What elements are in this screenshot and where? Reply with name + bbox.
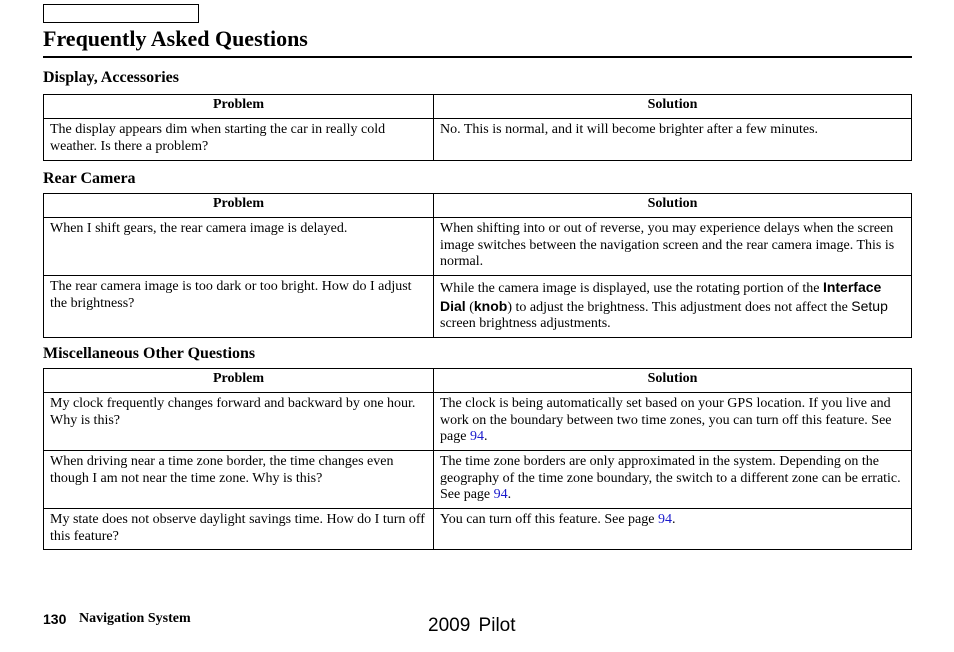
solution-text: The clock is being automatically set based on your GPS location. If you live and work on the boundary between two time zones, you can turn off this feature. See page [440,396,892,444]
table-row [44,119,912,161]
page-link[interactable]: 94 [493,487,508,502]
solution-cell: When shifting into or out of reverse, you may experience delays when the screen image switches between the navigation screen and the rear camera image. This is normal. [434,218,912,276]
page-title: Frequently Asked Questions [43,26,308,51]
table-header-row [44,369,912,393]
problem-cell: The display appears dim when starting the car in really cold weather. Is there a problem? [44,119,434,161]
solution-column-header: Solution [434,95,912,119]
knob-control-label: knob [473,297,508,314]
header-tab-box [43,4,199,23]
solution-cell: The clock is being automatically set based on your GPS location. If you live and work on the boundary between two time zones, you can turn off this feature. See page 94. [434,393,912,451]
faq-table-display [43,94,912,161]
interface-dial-control-label: Interface Dial [440,279,882,314]
table-header-row [44,194,912,218]
solution-cell: You can turn off this feature. See page 94. [434,509,912,550]
solution-text: While the camera image is displayed, use the rotating portion of the [440,281,823,296]
solution-text: ( [465,299,474,315]
solution-text: The time zone borders are only approximated in the system. Depending on the geography of the time zone boundary, the switch to a different zone can be erratic. See page [440,454,901,502]
page-link[interactable]: 94 [657,512,672,527]
section-heading-rear-camera: Rear Camera [43,170,136,187]
table-row [44,509,912,550]
problem-cell: My state does not observe daylight savings time. How do I turn off this feature? [44,509,434,550]
solution-text: screen brightness adjustments. [440,316,611,331]
title-divider [43,56,912,58]
problem-column-header: Problem [44,369,434,393]
problem-cell: When driving near a time zone border, the time changes even though I am not near the time zone. Why is this? [44,451,434,509]
faq-table-misc [43,368,912,550]
solution-text: You can turn off this feature. See page [440,512,658,527]
solution-column-header: Solution [434,369,912,393]
table-header-row [44,95,912,119]
table-row [44,451,912,509]
footer-page-number: 130 [43,611,67,627]
solution-text: ) to adjust the brightness. This adjustment does not affect the [507,299,852,315]
solution-column-header: Solution [434,194,912,218]
footer-model-name: 2009 Pilot [428,615,516,636]
page-link[interactable]: 94 [469,429,484,444]
problem-cell: When I shift gears, the rear camera image is delayed. [44,218,434,276]
problem-column-header: Problem [44,194,434,218]
setup-screen-label: Setup [851,297,888,314]
footer-section-name: Navigation System [79,611,191,626]
faq-table-rear-camera [43,193,912,338]
solution-cell: The time zone borders are only approximated in the system. Depending on the geography of the time zone boundary, the switch to a different zone can be erratic. See page 94. [434,451,912,509]
table-row [44,276,912,338]
problem-cell: The rear camera image is too dark or too bright. How do I adjust the brightness? [44,276,434,338]
solution-cell: No. This is normal, and it will become brighter after a few minutes. [434,119,912,161]
table-row [44,218,912,276]
section-heading-display: Display, Accessories [43,69,179,86]
problem-cell: My clock frequently changes forward and backward by one hour. Why is this? [44,393,434,451]
table-row [44,393,912,451]
problem-column-header: Problem [44,95,434,119]
solution-cell [434,276,912,338]
section-heading-misc: Miscellaneous Other Questions [43,345,256,362]
